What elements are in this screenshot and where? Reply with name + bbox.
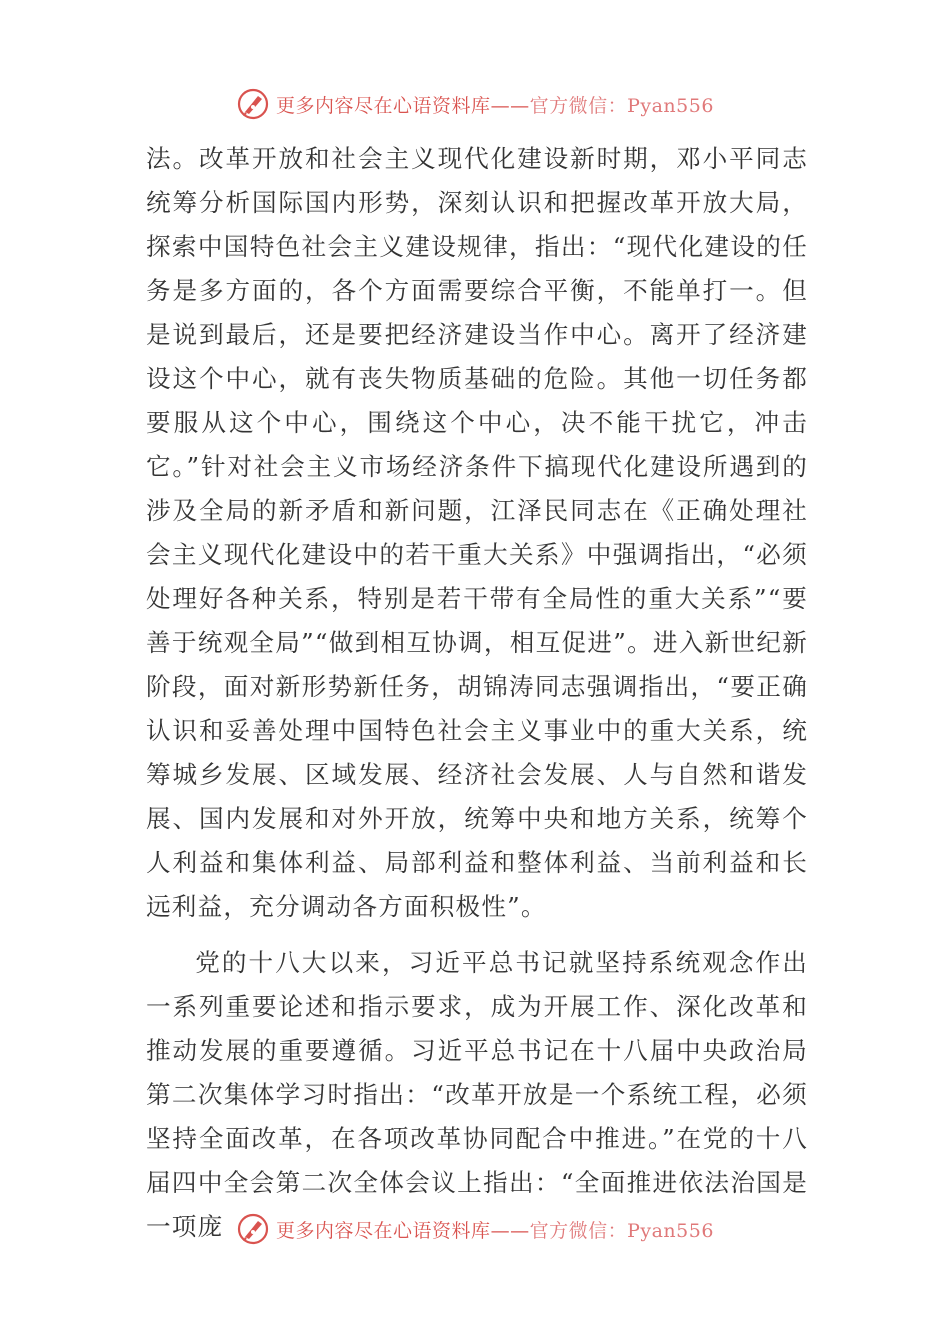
footer-banner	[0, 1209, 950, 1249]
header-banner-separator: ——	[490, 94, 530, 117]
pen-circle-logo-icon	[236, 87, 270, 121]
header-banner-text	[276, 91, 714, 118]
footer-wechat-id: Pyan556	[627, 1219, 714, 1242]
header-wechat-id: Pyan556	[627, 94, 714, 117]
footer-banner-content	[236, 1212, 714, 1246]
header-banner-title: 更多内容尽在心语资料库	[276, 94, 491, 117]
document-body	[146, 137, 808, 1249]
header-banner-content	[236, 87, 714, 121]
paragraph-2: 党的十八大以来，习近平总书记就坚持系统观念作出一系列重要论述和指示要求，成为开展工作、深化改革和推动发展的重要遵循。习近平总书记在十八届中央政治局第二次集体学习时指出：“改革开放是一个系统工程，必须坚持全面改革，在各项改革协同配合中推进。”在党的十八届四中全会第二次全体会议上指出：“全面推进依法治国是一项庞	[146, 948, 808, 1241]
footer-banner-separator: ——	[490, 1219, 530, 1242]
header-banner	[0, 84, 950, 124]
footer-banner-text	[276, 1216, 714, 1243]
paragraph-1: 法。改革开放和社会主义现代化建设新时期，邓小平同志统筹分析国际国内形势，深刻认识和把握改革开放大局，探索中国特色社会主义建设规律，指出：“现代化建设的任务是多方面的，各个方面需要综合平衡，不能单打一。但是说到最后，还是要把经济建设当作中心。离开了经济建设这个中心，就有丧失物质基础的危险。其他一切任务都要服从这个中心，围绕这个中心，决不能干扰它，冲击它。”针对社会主义市场经济条件下搞现代化建设所遇到的涉及全局的新矛盾和新问题，江泽民同志在《正确处理社会主义现代化建设中的若干重大关系》中强调指出，“必须处理好各种关系，特别是若干带有全局性的重大关系”“要善于统观全局”“做到相互协调，相互促进”。进入新世纪新阶段，面对新形势新任务，胡锦涛同志强调指出，“要正确认识和妥善处理中国特色社会主义事业中的重大关系，统筹城乡发展、区域发展、经济社会发展、人与自然和谐发展、国内发展和对外开放，统筹中央和地方关系，统筹个人利益和集体利益、局部利益和整体利益、当前利益和长远利益，充分调动各方面积极性”。	[146, 144, 808, 921]
header-wechat-label: 官方微信：	[529, 94, 628, 117]
pen-circle-logo-icon	[236, 1212, 270, 1246]
footer-banner-title: 更多内容尽在心语资料库	[276, 1219, 491, 1242]
footer-wechat-label: 官方微信：	[529, 1219, 628, 1242]
